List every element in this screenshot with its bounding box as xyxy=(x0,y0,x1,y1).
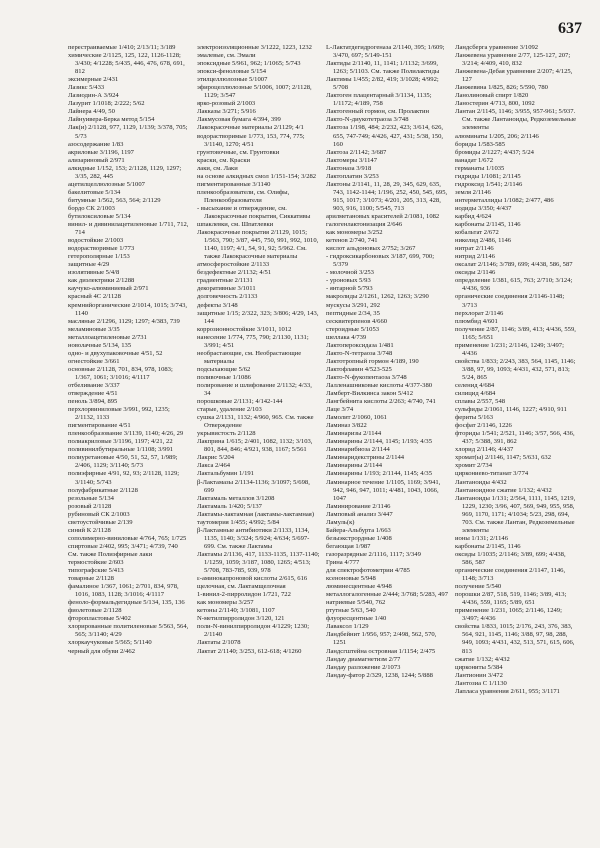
index-entry: эфироцеллюлозные 5/1006, 1007; 2/1128, 1129; 3/547 xyxy=(197,84,312,100)
index-entry: полиакриловые 3/1196, 1197; 4/21, 22 xyxy=(68,438,173,446)
index-entry: синий К 2/1128 xyxy=(68,526,111,534)
index-entry: шеллака 4/739 xyxy=(326,333,367,341)
index-entry: карбид 4/624 xyxy=(455,212,492,220)
index-entry: люминесцентные 4/948 xyxy=(326,583,392,591)
index-entry: подсыхающие 5/62 xyxy=(197,365,251,373)
index-entry: β-Лактамные антибиотики 2/1133, 1134, 1135, 1140; 3/324; 5/924; 4/634; 5/697-699. См. также Лактамы xyxy=(197,526,310,550)
index-entry: Лапласа уравнения 2/611, 955; 3/1171 xyxy=(455,687,560,695)
index-entry: масляные 2/1296, 1129; 1297; 4/383, 739 xyxy=(68,317,180,325)
index-entry: иодиды 3/350; 4/437 xyxy=(455,204,512,212)
index-entry: земля 2/1146 xyxy=(455,188,491,196)
index-entry: как диэлектрики 2/1288 xyxy=(68,277,135,285)
index-entry: Ламинарины 2/1144, 1145; 1/193; 4/35 xyxy=(326,438,433,446)
index-entry: изолятивные 5/4/8 xyxy=(68,269,120,277)
index-entry: карбонаты 2/1145, 1146 xyxy=(455,221,521,229)
index-entry: бутилоксиловые 5/134 xyxy=(68,212,131,220)
index-entry: фериты 5/163 xyxy=(455,414,494,422)
index-entry: Ландбейнит 1/956, 957; 2/498, 562, 570, 1251 xyxy=(326,631,437,647)
index-entry: полуфабрикатные 2/1128 xyxy=(68,486,138,494)
index-entry: Лаце 3/74 xyxy=(326,406,354,414)
index-entry: оксиды 1/1035; 2/1146; 3/89, 699; 4/438, 586, 587 xyxy=(455,550,566,566)
index-entry: Лакокрасочные покрытия 2/1129, 1015; 1/563, 790; 3/87, 445, 750, 991, 992, 1010, 1140, 1197; 4/1, 54, 91, 92; 5/962. См. также Лакокрасочные материалы xyxy=(197,229,319,261)
index-entry: Лактоны 2/1141, 11, 28, 29, 345, 629, 635, 743, 1142-1144; 1/196, 252, 450, 545, 695, 915, 1017; 3/1073; 4/201, 205, 313, 428, 903, 916, 1100; 5/545, 713 xyxy=(326,180,448,212)
index-entry: металлоацетиленовые 2/731 xyxy=(68,333,147,341)
index-entry: пленкообразователи, см. Олифы, Пленкообразователи xyxy=(197,188,290,204)
index-entry: циркониево-титанат 3/774 xyxy=(455,470,529,478)
index-entry: лаки, см. Лаки xyxy=(197,164,238,172)
index-entry: ацетилцеллюлозные 5/1007 xyxy=(68,180,145,188)
index-entry: карбонаты 2/1145, 1146 xyxy=(455,542,521,550)
index-entry: ксеноновые 5/948 xyxy=(326,575,376,583)
index-entry: Ланжевена-Дебая уравнение 2/207; 4/125, 127 xyxy=(455,68,573,84)
index-entry: Ландау-фатор 2/329, 1238, 1244; 5/888 xyxy=(326,671,433,679)
index-entry: Ламинирование 2/1146 xyxy=(326,502,391,510)
index-entry: бакелитовые 5/134 xyxy=(68,188,121,196)
index-entry: декоративные 3/1011 xyxy=(197,285,256,293)
index-entry: Лактоза 1/198, 484; 2/232, 423; 3/614, 626, 655, 747-749; 4/426, 427, 431; 5/38, 150, 160 xyxy=(326,124,444,148)
index-entry: газоразрядные 2/1116, 1117; 3/349 xyxy=(326,550,421,558)
index-entry: кремнийорганические 2/1014, 1015; 3/743, 1140 xyxy=(68,301,188,317)
index-entry: Ламинарное течение 1/1105, 1169; 3/941, 942, 946, 947, 1011; 4/481, 1043, 1066, 1047 xyxy=(326,478,441,502)
index-entry: Ламинарибиоза 2/1144 xyxy=(326,446,390,454)
index-entry: Лантаноиды 1/131; 2/564, 1111, 1145, 1219, 1229, 1230; 3/96, 407, 569, 949, 955, 958, 969, 1170, 1171; 4/1034; 5/23, 298, 694, 703. См. также Лантан, Редкоземельные элементы xyxy=(455,494,576,534)
index-entry: водорастворимые 1/773 xyxy=(68,245,135,253)
index-entry: Ланостерин 4/713, 800, 1092 xyxy=(455,100,535,108)
index-entry: Лактаты 2/1078 xyxy=(197,639,241,647)
index-entry: гидроксид 1/541; 2/1146 xyxy=(455,180,523,188)
index-column-3 xyxy=(326,44,449,838)
index-entry: пеноль 3/894, 895 xyxy=(68,398,118,406)
index-entry: бегающая 1/987 xyxy=(326,542,371,550)
index-entry: эпоксидные 5/961, 962; 1/1065; 5/743 xyxy=(197,60,301,68)
index-entry: N-метилпирролидон 3/120, 121 xyxy=(197,615,285,623)
index-entry: Грина 4/777 xyxy=(326,559,360,566)
index-entry: отверждение 4/51 xyxy=(68,390,118,398)
index-entry: коррозионностойкие 3/1011, 1012 xyxy=(197,325,292,333)
index-entry: розовый 2/1128 xyxy=(68,502,112,510)
index-entry: Ландсберга уравнение 3/1092 xyxy=(455,44,539,51)
index-entry: Лакрис 5/204 xyxy=(197,454,235,462)
index-entry: Лайнуивера-Берка метод 5/154 xyxy=(68,116,155,124)
index-entry: для спектрофотометрии 4/785 xyxy=(326,567,410,575)
index-entry: перхлорат 2/1146 xyxy=(455,309,504,317)
index-entry: хлорид 2/1146; 4/437 xyxy=(455,446,514,454)
index-entry: - молочной 3/253 xyxy=(326,269,374,277)
index-entry: Лантаноидное сжатие 1/132; 4/432 xyxy=(455,486,552,494)
index-entry: - янтарной 5/793 xyxy=(326,285,373,293)
index-entry: оксалат 2/1146; 3/789, 699; 4/438, 586, 587 xyxy=(455,261,573,269)
index-column-1 xyxy=(68,44,191,838)
page-number: 637 xyxy=(558,20,582,37)
index-entry: Лакса 2/464 xyxy=(197,462,231,470)
index-entry: алюминаты 1/205, 206; 2/1146 xyxy=(455,132,539,140)
index-entry: Лактоза 2/1142; 3/687 xyxy=(326,148,387,156)
index-entry: огнестойкие 3/661 xyxy=(68,357,120,365)
index-entry: L-Лактатдегидрогеназа 2/1140, 395; 1/609; 3/470, 697; 5/149-151 xyxy=(326,44,445,60)
index-entry: типографские 5/413 xyxy=(68,567,124,575)
index-entry: кетоны 2/1140; 3/1081, 1107 xyxy=(197,607,275,615)
index-entry: меламиновые 3/35 xyxy=(68,325,120,333)
index-entry: пигментирование 4/51 xyxy=(68,422,131,430)
index-entry: ртутные 5/63, 540 xyxy=(326,607,376,615)
index-entry: плюмбид 4/601 xyxy=(455,317,498,325)
index-entry: циркониты 5/384 xyxy=(455,663,503,671)
index-entry: стероидные 5/1053 xyxy=(326,325,380,333)
index-entry: - высыхание и отверждение, см. Лакокрасочные покрытия, Сиккативы xyxy=(197,204,311,220)
index-entry: резольные 5/134 xyxy=(68,494,114,502)
index-entry: селенид 4/684 xyxy=(455,381,495,389)
index-entry: рубиновый СК 2/1003 xyxy=(68,510,130,518)
index-entry: Лантионин 3/472 xyxy=(455,671,503,679)
index-entry: пигментированные 3/1140 xyxy=(197,180,271,188)
index-entry: Ламуль(к) xyxy=(326,518,355,526)
index-entry: Лактат 2/1140; 3/253, 612-618; 4/1260 xyxy=(197,647,302,655)
index-entry: водостойкие 2/1003 xyxy=(68,237,124,245)
index-entry: грунтовочные, см. Грунтовки xyxy=(197,148,280,156)
index-entry: шпаклевки, см. Шпатлевки xyxy=(197,221,274,229)
index-entry: одно- и двухупаковочные 4/51, 52 xyxy=(68,349,163,357)
index-entry: безыэкстрордные 1/408 xyxy=(326,534,392,542)
index-entry: Ламинарины 2/1144 xyxy=(326,462,383,470)
index-entry: Лактогенный гормон, см. Пролактин xyxy=(326,108,430,116)
index-entry: поливинилбутиральные 1/1108; 3/991 xyxy=(68,446,174,454)
index-entry: битумные 1/562, 563, 564; 2/1129 xyxy=(68,196,161,204)
index-entry: пленкообразование 3/1139, 1140; 4/26, 29 xyxy=(68,430,184,438)
index-entry: новолачные 5/134, 135 xyxy=(68,341,132,349)
index-entry: Лактальбумин 1/191 xyxy=(197,470,254,478)
index-entry: арилметановых красителей 2/1081, 1082 xyxy=(326,212,440,220)
index-entry: 1-винил-2-пирролидон 1/721, 722 xyxy=(197,591,291,599)
index-entry: перхлорвиниловые 3/991, 992, 1235; 2/1132, 1133 xyxy=(68,406,170,422)
index-entry: бордо СК 2/1003 xyxy=(68,204,115,212)
index-entry: Лакмусовая бумага 4/394, 399 xyxy=(197,116,281,124)
index-entry: нитрат 2/1146 xyxy=(455,245,494,253)
index-entry: на основе алкидных смол 1/151-154; 3/282 xyxy=(197,172,317,180)
index-entry: пептидные 2/34, 35 xyxy=(326,309,380,317)
index-entry: никелид 2/486, 1146 xyxy=(455,237,512,245)
index-entry: сульфиды 2/1061, 1146, 1227; 4/910, 911 xyxy=(455,406,567,414)
index-entry: хлоркаучуковые 5/565; 5/1140 xyxy=(68,639,152,647)
index-entry: красный 4С 2/1128 xyxy=(68,293,121,301)
index-entry: Лакокрасочные материалы 2/1129; 4/1 xyxy=(197,124,304,132)
index-entry: градиентные 2/1131 xyxy=(197,277,253,285)
index-entry: См. также Полиэфирные лаки xyxy=(68,550,153,558)
index-entry: акриловые 3/1196, 1197 xyxy=(68,148,134,156)
index-entry: Лантаноиды 4/432 xyxy=(455,478,507,486)
index-entry: Ланолиновый спирт 1/820 xyxy=(455,92,529,100)
index-entry: полиуретановые 4/50, 51, 52, 57, 1/989; 2/406, 1129; 3/1140; 5/73 xyxy=(68,454,178,470)
index-entry: фторопластовые 5/402 xyxy=(68,615,131,623)
index-entry: хромат(ы) 2/1146, 1147; 5/631, 632 xyxy=(455,454,551,462)
index-entry: отбеливание 3/337 xyxy=(68,381,120,389)
index-entry: получение 2/87, 1146; 3/89, 413; 4/436, 559, 1165; 5/651 xyxy=(455,325,576,341)
index-entry: Ламинаридекстрины 2/1144 xyxy=(326,454,405,462)
index-entry: Ламповый анализ 3/447 xyxy=(326,510,393,518)
index-entry: Лазурит 1/1018; 2/222; 5/62 xyxy=(68,100,145,108)
index-entry: Лакприна 1/615; 2/401, 1082, 1132; 3/103, 801, 844, 846; 4/921, 938, 1167; 5/561 xyxy=(197,438,313,454)
index-entry: ванадат 1/672 xyxy=(455,156,494,164)
index-entry: кислот альдоновых 2/752; 3/267 xyxy=(326,245,416,253)
index-entry: ярко-розовый 2/1003 xyxy=(197,100,256,108)
index-entry: сплавы 2/557, 548 xyxy=(455,398,506,406)
index-entry: металлогалогенные 2/444; 3/768; 5/283, 497 xyxy=(326,591,449,599)
index-entry: Лайнера 4/49, 50 xyxy=(68,108,115,116)
index-entry: хлорированные политиленовые 5/563, 564, 565; 3/1140; 4/29 xyxy=(68,623,189,639)
index-entry: - гидроксикарбоновых 3/187, 699, 700; 5/379 xyxy=(326,253,435,269)
index-entry: фиолетовые 2/1128 xyxy=(68,607,122,615)
index-entry: поли-N-винилпирролидон 4/1229; 1230; 2/1140 xyxy=(197,623,310,639)
index-entry: Ламолит 2/1060, 1061 xyxy=(326,414,387,422)
index-entry: Лазикс 5/433 xyxy=(68,84,105,92)
index-entry: бездефектные 2/1132; 4/51 xyxy=(197,269,272,277)
index-entry: Лактиды 2/1140, 11, 1141; 1/1132; 3/699, 1263; 5/1103. См. также Полилактиды xyxy=(326,60,440,76)
index-entry: определение 1/381, 615, 763; 2/710; 3/124; 4/436, 936 xyxy=(455,277,573,293)
index-entry: органические соединения 2/1146-1148; 3/713 xyxy=(455,293,565,309)
index-entry: основные 2/1128, 701, 834, 978, 1083; 1/367, 1061; 3/1016; 4/1117 xyxy=(68,365,173,381)
index-entry: Ланжевина 1/825, 826; 5/590, 780 xyxy=(455,84,548,92)
index-entry: свойства 1/833; 2/243, 383, 564, 1145, 1146; 3/88, 97, 99, 1093; 4/431, 432, 571, 813; 5/24, 865 xyxy=(455,357,576,381)
index-entry: химические 2/1125, 125, 122, 1126-1128; 3/430; 4/1228; 5/435, 446, 476, 678, 691, 812 xyxy=(68,52,185,76)
index-entry: винил- и дивинилацетиленовые 1/711, 712, 714 xyxy=(68,221,189,237)
index-entry: спиртовые 2/402, 995; 3/471; 4/739, 740 xyxy=(68,542,178,550)
index-entry: Лак(и) 2/1128, 977, 1129, 1/139; 3/378, 705; 5/73 xyxy=(68,124,188,140)
index-entry: применение 1/231, 1065; 2/1146, 1249; 3/497; 4/436 xyxy=(455,607,562,623)
index-entry: старые, удаление 2/103 xyxy=(197,406,262,414)
index-column-2 xyxy=(197,44,320,838)
index-entry: оксиды 2/1146 xyxy=(455,269,496,277)
index-entry: - уроновых 5/93 xyxy=(326,277,371,285)
index-entry: перестраиваемые 1/410; 2/13/11; 3/189 xyxy=(68,44,176,51)
index-entry: кетенов 2/740, 741 xyxy=(326,237,378,245)
index-entry: нитрид 2/1146 xyxy=(455,253,495,261)
index-entry: Лангбейнита кислоты 2/263; 4/740, 741 xyxy=(326,398,436,406)
index-entry: силицид 4/684 xyxy=(455,390,496,398)
index-entry: Лакказы 3/271; 5/916 xyxy=(197,108,256,116)
index-entry: бориды 1/583-585 xyxy=(455,140,506,148)
index-entry: эмалевые, см. Эмали xyxy=(197,52,256,60)
index-entry: краски, см. Краски xyxy=(197,156,251,164)
index-entry: хромит 2/734 xyxy=(455,462,493,470)
index-column-4 xyxy=(455,44,578,838)
index-entry: гетерополярные 1/153 xyxy=(68,253,130,261)
index-entry: эпокси-феноловые 5/154 xyxy=(197,68,267,76)
index-entry: защитные 4/29 xyxy=(68,261,110,269)
index-columns xyxy=(68,44,578,838)
index-entry: ализариновый 2/971 xyxy=(68,156,125,164)
index-entry: защитные 1/15; 2/322, 323; 3/806; 4/29, 143, 144 xyxy=(197,309,319,325)
index-entry: фосфат 2/1146, 1226 xyxy=(455,422,512,430)
index-entry: Ланжевена уравнение 2/77, 125-127, 207; 3/214; 4/409, 410, 832 xyxy=(455,52,571,68)
index-entry: β-Лактамазы 2/1134-1136; 3/1097; 5/698, 699 xyxy=(197,478,310,494)
index-entry: Лактамаль металлов 3/1208 xyxy=(197,494,275,502)
index-entry: Лактимы 1/455; 2/82, 419; 3/1028; 4/992; 5/708 xyxy=(326,76,439,92)
index-entry: мускусы 3/291, 292 xyxy=(326,301,381,309)
index-entry: сжатие 1/132; 4/432 xyxy=(455,655,510,663)
index-entry: макролиды 2/1261, 1262, 1263; 3/290 xyxy=(326,293,429,301)
index-entry: порошки 2/87, 518, 519, 1146; 3/89, 413; 4/436, 559, 1165; 5/89, 651 xyxy=(455,591,567,607)
index-entry: свойства 1/833, 1015; 2/176, 243, 376, 383, 564, 921, 1145, 1146; 3/88, 97, 98, 288, 949, 1093; 4/431, 432, 513, 571, 615, 606, 813 xyxy=(455,623,575,655)
index-entry: применение 1/231; 2/1146, 1249; 3/497; 4/436 xyxy=(455,341,564,357)
index-entry: этилцеллюлозные 5/1007 xyxy=(197,76,268,84)
index-entry: Ландау разложение 2/1073 xyxy=(326,663,401,671)
index-entry: Лактоген плацентарный 3/1134, 1135; 1/1172; 4/189, 758 xyxy=(326,92,432,108)
index-entry: полиэфирные 4/91, 92, 93; 2/1128, 1129; 3/1140; 5/743 xyxy=(68,470,180,486)
index-entry: Ламиназ 3/822 xyxy=(326,422,367,430)
index-entry: Лактамы-лактамная (лактамы-лактамная) xyxy=(197,510,315,518)
index-entry: ε-аминокапроновой кислоты 2/615, 616 xyxy=(197,575,308,583)
index-entry: электроизоляционные 3/1222, 1223, 1232 xyxy=(197,44,312,51)
index-entry: Ландсгштейна островная 1/1154; 2/475 xyxy=(326,647,436,655)
index-entry: Лактамаль 1/420; 5/137 xyxy=(197,502,262,510)
index-entry: эксимерные 2/431 xyxy=(68,76,119,84)
index-entry: термостойкие 2/603 xyxy=(68,559,124,566)
index-entry: Лактотропный гормон 4/189, 190 xyxy=(326,357,419,365)
index-entry: Лактоплатин 3/253 xyxy=(326,172,379,180)
index-entry: натриевые 5/540, 762 xyxy=(326,599,386,607)
index-entry: Лантан 2/1145, 1146; 3/955, 957-961; 5/937. См. также Лантаноиды, Редкоземельные элементы xyxy=(455,108,577,132)
index-entry: черный для обуви 2/462 xyxy=(68,647,136,655)
index-entry: фториды 1/541; 2/521, 1146; 3/57, 566, 436, 437; 5/388, 391, 862 xyxy=(455,430,575,446)
index-entry: Лакто-N-диукотетраоза 3/748 xyxy=(326,116,409,124)
index-entry: Лактамы 2/1136, 417, 1133-1135, 1137-1140; 1/1259, 1059; 3/187, 1080, 1265; 4/513; 5/708, 783-785, 939, 978 xyxy=(197,550,320,575)
index-entry: Лаваксол 1/129 xyxy=(326,623,369,631)
index-entry: получение 5/540 xyxy=(455,583,502,591)
index-entry: феноло-формальдегидные 5/134, 135, 136 xyxy=(68,599,185,607)
index-entry: нанесение 1/774, 775, 790; 2/1130, 1131; 3/991; 4/51 xyxy=(197,333,309,349)
index-entry: Байера-Альбурта 1/663 xyxy=(326,526,391,534)
index-entry: как мономеры 3/252 xyxy=(326,229,383,237)
index-entry: бромиды 2/1227; 4/437; 5/24 xyxy=(455,148,534,156)
index-entry: Лалленашниковые кислоты 4/377-380 xyxy=(326,381,433,389)
index-entry: кобальтат 2/672 xyxy=(455,229,499,237)
index-entry: фамалиное 1/367, 1061; 2/701, 834, 978, 1016, 1083, 1128; 3/1016; 4/1117 xyxy=(68,583,179,599)
index-entry: Лактопероксидаза 1/481 xyxy=(326,341,394,349)
index-entry: Ландау диамагнетизм 2/77 xyxy=(326,655,401,663)
index-entry: каучуко-алюминиевый 2/971 xyxy=(68,285,149,293)
index-entry: Ламинарины 1/193; 2/1144, 1145; 4/35 xyxy=(326,470,433,478)
index-entry: Лакто-N-тетраоза 3/748 xyxy=(326,349,393,357)
index-entry: светоустойчивые 2/139 xyxy=(68,518,133,526)
index-entry: как мономеры 3/257 xyxy=(197,599,254,607)
index-entry: ионы 1/131; 2/1146 xyxy=(455,534,509,542)
index-entry: атмосферостойкие 2/1133 xyxy=(197,261,270,269)
index-entry: Лактоназа 3/918 xyxy=(326,164,372,172)
index-entry: поливочные 1/1086 xyxy=(197,373,251,381)
index-entry: необрастающие, см. Необрастающие материалы xyxy=(197,349,302,365)
index-entry: дефекты 3/148 xyxy=(197,301,238,309)
index-entry: товарные 2/1128 xyxy=(68,575,114,583)
index-entry: таутомерия 1/455; 4/992; 5/84 xyxy=(197,518,280,526)
index-entry: флуоресцентные 1/40 xyxy=(326,615,387,623)
index-entry: германаты 1/1035 xyxy=(455,164,505,172)
index-entry: Ламберт-Вилкинса закон 5/412 xyxy=(326,390,414,398)
index-entry: сушка 2/1131, 1132; 4/960, 965. См. также Отверждение xyxy=(197,414,314,430)
index-entry: укрывистость 2/1128 xyxy=(197,430,256,438)
index-entry: Ламинаризы 2/1144 xyxy=(326,430,382,438)
index-entry: долговечность 2/1133 xyxy=(197,293,258,301)
index-entry: порошковые 2/1131; 4/142-144 xyxy=(197,398,283,406)
index-entry: щелочная, см. Лактамщелочная xyxy=(197,583,286,591)
index-entry: Лактомеры 3/1147 xyxy=(326,156,378,164)
index-entry: Лазиодин-А 3/924 xyxy=(68,92,119,100)
index-entry: гидриды 1/1081; 2/1145 xyxy=(455,172,521,180)
index-entry: азосодержание 1/83 xyxy=(68,140,124,148)
index-entry: Лантозиа С 1/1130 xyxy=(455,679,507,687)
index-entry: полирование и шлифование 2/1132; 4/33, 34 xyxy=(197,381,312,398)
index-entry: алкидные 1/152, 153; 2/1128, 1129, 1297; 3/35, 282, 445 xyxy=(68,164,182,180)
index-entry: Лакто-N-фукопентаоза 3/748 xyxy=(326,373,407,381)
index-entry: интерметаллиды 1/1082; 2/477, 486 xyxy=(455,196,554,204)
index-entry: водорастворимые 1/773, 153, 774, 775; 3/1140, 1270; 4/51 xyxy=(197,132,305,148)
index-entry: галогенлактонизация 2/646 xyxy=(326,221,403,229)
index-entry: сополимерно-виниловые 4/764, 765; 1/725 xyxy=(68,534,187,542)
index-entry: органические соединения 2/1147, 1146, 1148; 3/713 xyxy=(455,567,566,583)
index-entry: Лактофлавин 4/523-525 xyxy=(326,365,392,373)
index-entry: сесквитерпенов 4/660 xyxy=(326,317,388,325)
